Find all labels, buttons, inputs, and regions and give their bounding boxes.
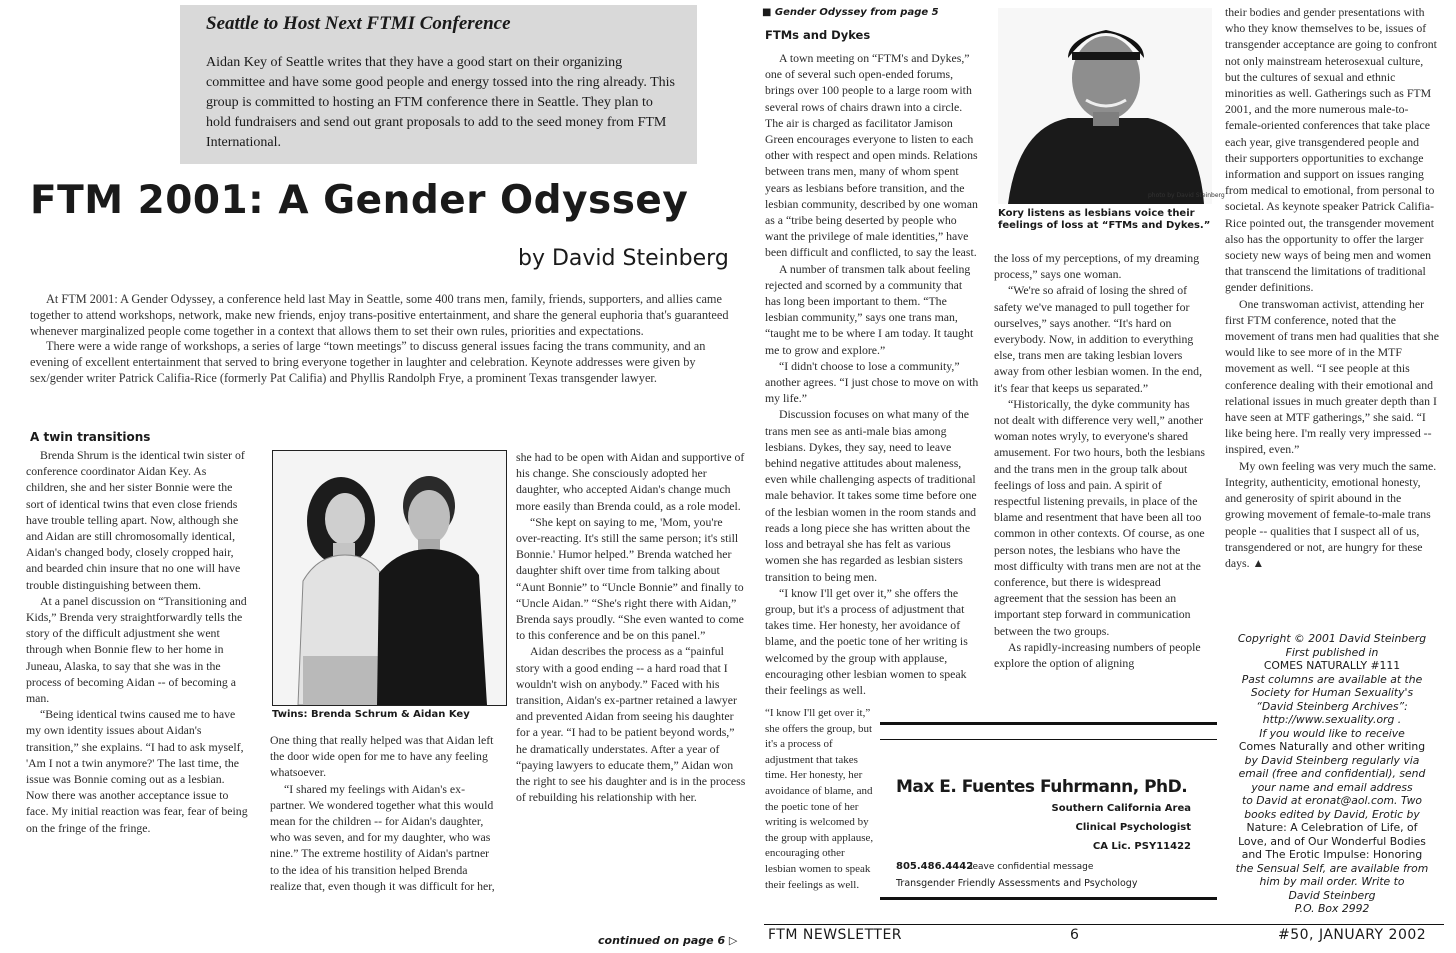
copyright-line: First published in xyxy=(1285,645,1379,659)
copyright-line: Past columns are available at the xyxy=(1241,672,1423,686)
psychologist-ad xyxy=(880,722,1217,900)
ad-license: CA Lic. PSY11422 xyxy=(1092,841,1191,852)
column-paragraph: Discussion focuses on what many of the trans men see as anti-male bias among lesbians. Dykes, they say, need to leave behind negative attitudes about maleness, even while challenging aspects of traditional male behavior. It takes some time before one of the lesbian women in the room stands and reads a long piece she has written about the loss and betrayal she has felt as various women she has regarded as lesbian sisters transition to being men. xyxy=(765,407,977,584)
section-subhead-twins: A twin transitions xyxy=(30,430,151,444)
copyright-block xyxy=(1224,632,1440,916)
footer-issue-date: #50, JANUARY 2002 xyxy=(1278,927,1427,943)
twins-photo xyxy=(272,450,507,706)
article-column-1 xyxy=(26,447,250,937)
ad-phone-note: leave confidential message xyxy=(970,862,1094,872)
copyright-line: Copyright © 2001 David Steinberg xyxy=(1237,632,1427,645)
column-paragraph: “She kept on saying to me, 'Mom, you're over-reacting. It's still the same person; it's still Bonnie.' Humor helped.” Brenda watched her daughter shift over time from talking about “Aunt Bonnie” to “Uncle Bonnie” and finally to “Uncle Aidan.” “She's right there with Aidan,” Brenda says proudly. “She even wanted to come to this conference and be on this panel.” xyxy=(516,514,744,643)
conference-announcement-box xyxy=(180,5,697,164)
page6-column-3 xyxy=(1225,4,1439,614)
copyright-line: If you would like to receive xyxy=(1259,726,1405,740)
copyright-line: P.O. Box 2992 xyxy=(1294,902,1370,915)
column-paragraph: “Being identical twins caused me to have my own identity issues about Aidan's transition,” she explains. “I had to ask myself, 'Am I not a twin anymore?' The last time, the issue was Bonnie coming out as a lesbian. Now there was another acceptance issue to face. My initial reaction was fear, fear of being on the fringe of the fringe. xyxy=(26,707,248,835)
column-paragraph: “I didn't choose to lose a community,” another agrees. “I just chose to move on with my life.” xyxy=(765,358,979,406)
copyright-url[interactable]: http://www.sexuality.org . xyxy=(1262,713,1402,726)
announcement-body: Aidan Key of Seattle writes that they have a good start on their organizing committee and have some good people and energy tossed into the ring already. This group is committed to hosting an FTM conference there in Seattle. They plan to hold fundraisers and send out grant proposals to add to the seed money from FTM International. xyxy=(206,55,676,150)
column-paragraph: Brenda Shrum is the identical twin sister of conference coordinator Aidan Key. As children, she and her sister Bonnie were the sort of identical twins that even close friends have trouble telling apart. Now, although she and Aidan are still chromosomally identical, Aidan's changed body, closely cropped hair, and bearded chin insure that no one will have trouble distinguishing between them. xyxy=(26,448,245,592)
intro-paragraph: There were a wide range of workshops, a series of large “town meetings” to discuss general issues facing the trans community, and an evening of excellent entertainment that served to bring everyone together in laughter and celebration. Keynote addresses were given by sex/gender writer Patrick Califia-Rice (formerly Pat Califia) and Phyllis Randolph Frye, a prominent Texas transgender lawyer. xyxy=(30,339,706,385)
column-paragraph: “I know I'll get over it,” she offers the group, but it's a process of adjustment that takes time. Her honesty, her avoidance of blame, and the poetic tone of her writing is welcomed by the group with applause, encouraging other lesbian women to speak their feelings as well. xyxy=(765,707,874,891)
footer-page-number: 6 xyxy=(1070,927,1080,943)
page6-column-2 xyxy=(994,250,1206,710)
copyright-line: him by mail order. Write to xyxy=(1259,875,1405,888)
copyright-line: Love, and of Our Wonderful Bodies xyxy=(1238,834,1426,848)
ad-role: Clinical Psychologist xyxy=(1075,822,1191,833)
ad-region: Southern California Area xyxy=(1051,803,1191,814)
article-intro xyxy=(30,292,746,387)
article-title: FTM 2001: A Gender Odyssey xyxy=(30,178,689,223)
kory-photo-caption: Kory listens as lesbians voice their feelings of loss at “FTMs and Dykes.” xyxy=(998,208,1211,231)
column-paragraph: their bodies and gender presentations with who they know themselves to be, issues of transgender acceptance are going to confront not only mainstream heterosexual culture, but the cultures of sexual and ethnic minorities as well. Gatherings such as FTM 2001, and the more numerous male-to-female-oriented conferences that take place each year, give transgendered people and their supporters opportunities to exchange information and support on issues ranging from medical to emotional, from personal to societal. As keynote speaker Patrick Califia-Rice pointed out, the transgender movement also has the opportunity to offer the larger society new ways of being men and women that transcend the limitations of traditional gender definitions. xyxy=(1225,5,1437,295)
copyright-line: by David Steinberg regularly via xyxy=(1244,753,1420,767)
copyright-line: to David at eronat@aol.com. Two xyxy=(1241,794,1423,807)
copyright-line: David Steinberg xyxy=(1288,888,1376,902)
page6-column-1-bottom xyxy=(765,706,877,912)
copyright-line: Nature: A Celebration of Life, of xyxy=(1246,821,1418,834)
kory-photo-credit: photo by David Steinberg xyxy=(1148,192,1225,199)
column-paragraph: “I shared my feelings with Aidan's ex-partner. We wondered together what this would mean for the children -- for Aidan's daughter, who was seven, and for my daughter, who was nine.” The extreme hostility of Aidan's partner to the idea of his transition helped Brenda realize that, even though it was difficult for her, xyxy=(270,781,495,893)
column-paragraph: “We're so afraid of losing the shred of safety we've managed to pull together for ourselves,” says another. “It's hard on everybody. Now, in addition to everything else, trans men are taking lesbian lovers away from other lesbian women. In the end, it's fear that keeps us separated.” xyxy=(994,283,1203,395)
article-column-2 xyxy=(270,732,498,932)
article-byline: by David Steinberg xyxy=(518,246,729,271)
column-paragraph: the loss of my perceptions, of my dreaming process,” says one woman. xyxy=(994,251,1200,282)
intro-paragraph: At FTM 2001: A Gender Odyssey, a conference held last May in Seattle, some 400 trans men, family, friends, supporters, and allies came together to attend workshops, network, make new friends, enjoy trans-positive entertainment, and share the general euphoria that's guaranteed whenever marginalized people come together in a context that allows them to set their own rules, priorities and expectations. xyxy=(30,292,729,338)
column-paragraph: A town meeting on “FTM's and Dykes,” one of several such open-ended forums, brings over 100 people to a large room with several rows of chairs drawn into a circle. The air is charged as facilitator Jamison Green encourages everyone to listen to each other with respect and open minds. Relations between trans men, many of whom spent years as lesbians before transition, and the lesbian community, described by one woman as a “tribe being deserted by people who want the privilege of male identities,” have been difficult and conflicted, to say the least. xyxy=(765,51,978,260)
continued-from-label: ■ Gender Odyssey from page 5 xyxy=(762,7,939,18)
column-paragraph: “Historically, the dyke community has not dealt with difference very well,” another woman notes wryly, to everyone's shared amusement. For two hours, both the lesbians and the trans men in the group talk about feelings of loss and pain. A spirit of respectful listening prevails, in place of the blame and resentment that have been all too common in other contexts. Of course, as one person notes, the lesbians who have the most difficulty with trans men are not at the conference, but there is widespread agreement that the session has been an important step forward in communication between the two groups. xyxy=(994,396,1206,638)
page6-heading: FTMs and Dykes xyxy=(765,28,871,42)
copyright-line: email (free and confidential), send xyxy=(1238,767,1426,780)
kory-photo-image xyxy=(998,8,1212,204)
column-paragraph: she had to be open with Aidan and supportive of his change. She consciously adopted her daughter, who accepted Aidan's change much more easily than Brenda could, as a role model. xyxy=(516,450,745,513)
copyright-line: the Sensual Self, are available from xyxy=(1235,861,1429,875)
footer-rule xyxy=(764,924,1444,925)
article-column-3 xyxy=(516,449,746,932)
copyright-line: “David Steinberg Archives”: xyxy=(1256,699,1408,713)
ad-tagline: Transgender Friendly Assessments and Psychology xyxy=(896,878,1138,889)
column-paragraph: My own feeling was very much the same. Integrity, authenticity, emotional honesty, and generosity of spirit abound in the growing movement of female-to-male trans people -- qualities that I suspect all of us, transgendered or not, are hungry for these days. ▲ xyxy=(1225,458,1437,570)
footer-publication: FTM NEWSLETTER xyxy=(768,927,903,943)
twins-photo-image xyxy=(273,451,506,705)
page6-column-1-top xyxy=(765,50,979,708)
ad-divider xyxy=(880,739,1217,740)
copyright-line: Society for Human Sexuality's xyxy=(1250,686,1414,699)
copyright-line: books edited by David, Erotic by xyxy=(1244,807,1420,821)
column-paragraph: “I know I'll get over it,” she offers the group, but it's a process of adjustment that takes time. Her honesty, her avoidance of blame, and the poetic tone of her writing is welcomed by the group with applause, encouraging other lesbian women to speak their feelings as well. xyxy=(765,585,968,697)
copyright-line: COMES NATURALLY #111 xyxy=(1263,659,1401,672)
column-paragraph: One transwoman activist, attending her first FTM conference, noted that the movement of trans men had qualities that she would like to see more of in the MTF movement as well. “I see people at this conference dealing with their emotional and relational issues in much greater depth than I have seen at MTF gatherings,” she said. “I like being here. I'm really very impressed -- inspired, even.” xyxy=(1225,296,1439,457)
column-paragraph: At a panel discussion on “Transitioning and Kids,” Brenda very straightforwardly tells the story of the difficult adjustment she went through when Bonnie flew to her home in Juneau, Alaska, to say that she was in the process of becoming Aidan -- of becoming a man. xyxy=(26,593,247,706)
twins-photo-caption: Twins: Brenda Schrum & Aidan Key xyxy=(272,709,470,720)
column-paragraph: One thing that really helped was that Aidan left the door wide open for me to have any feeling whatsoever. xyxy=(270,733,494,780)
copyright-line: Comes Naturally and other writing xyxy=(1238,740,1426,753)
kory-photo xyxy=(998,8,1212,204)
continued-on-page-link[interactable]: continued on page 6 ▷ xyxy=(598,934,738,947)
column-paragraph: A number of transmen talk about feeling rejected and scorned by a community that has long been important to them. “The lesbian community,” says one trans man, “taught me to be where I am today. It taught me to grow and explore.” xyxy=(765,261,974,357)
ad-phone: 805.486.4442 xyxy=(896,861,974,872)
column-paragraph: Aidan describes the process as a “painful story with a good ending -- a hard road that I wouldn't wish on anybody.” Faced with his transition, Aidan's ex-partner retained a lawyer and prevented Aidan from seeing his daughter for a year. “I had to be patient beyond words,” he dramatically understates. After a year of “paying lawyers to educate them,” Aidan won the right to see his daughter and is in the process of rebuilding his relationship with her. xyxy=(516,644,746,805)
copyright-line: and The Erotic Impulse: Honoring xyxy=(1241,848,1423,861)
column-paragraph: As rapidly-increasing numbers of people explore the option of aligning xyxy=(994,639,1201,671)
copyright-line: your name and email address xyxy=(1251,780,1413,794)
ad-name: Max E. Fuentes Fuhrmann, PhD. xyxy=(896,777,1188,797)
announcement-title: Seattle to Host Next FTMI Conference xyxy=(206,13,511,34)
